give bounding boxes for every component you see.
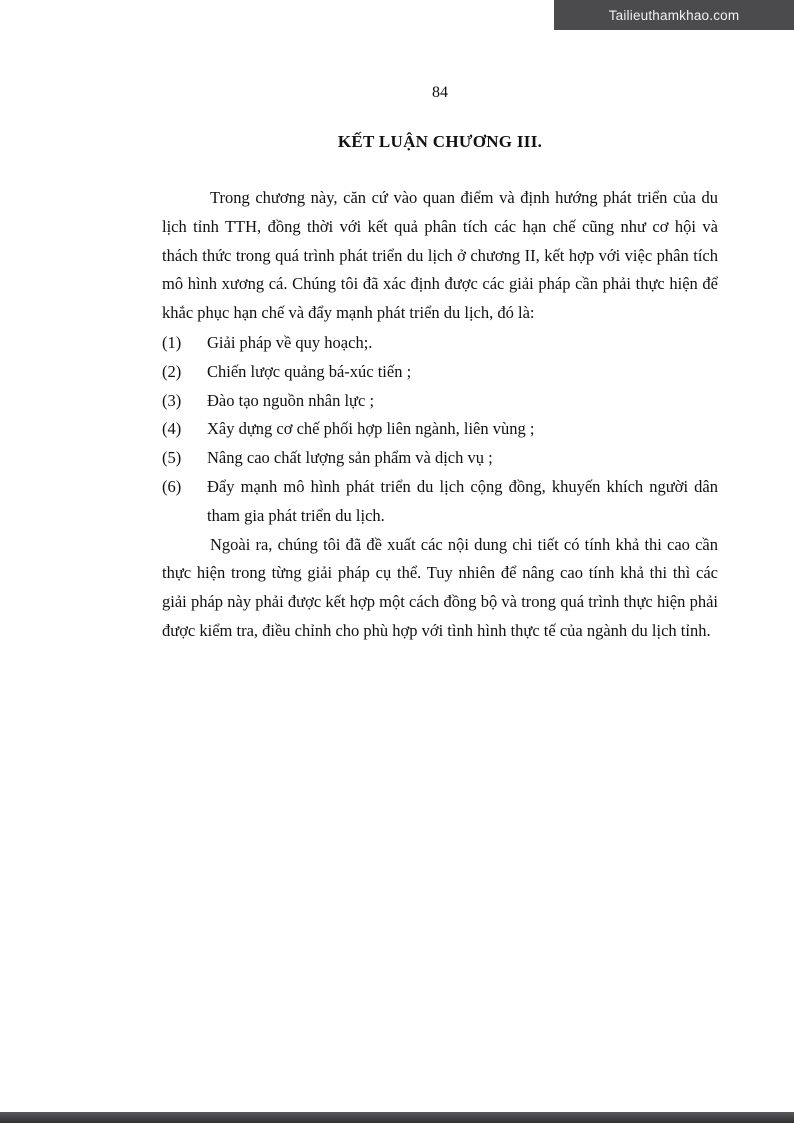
list-item-text: Xây dựng cơ chế phối hợp liên ngành, liên vùng ; [207, 419, 535, 439]
bottom-scan-edge [0, 1112, 794, 1123]
list-item-text: Giải pháp về quy hoạch;. [207, 332, 373, 352]
list-item-number: (4) [162, 419, 182, 439]
list-item-text: Nâng cao chất lượng sản phẩm và dịch vụ ; [207, 448, 493, 468]
list-item-text: Chiến lược quảng bá-xúc tiến ; [207, 361, 412, 381]
solutions-list [162, 329, 718, 531]
list-item [162, 358, 718, 387]
list-item [162, 387, 718, 416]
list-item-number: (6) [162, 476, 182, 496]
page-content [162, 84, 718, 646]
list-item-text: Đào tạo nguồn nhân lực ; [207, 390, 375, 410]
list-item-text: Đẩy mạnh mô hình phát triển du lịch cộng đồng, khuyến khích người dân tham gia phát triển du lịch. [207, 476, 718, 525]
list-item-number: (5) [162, 448, 182, 468]
list-item [162, 329, 718, 358]
list-item-number: (2) [162, 361, 182, 381]
closing-paragraph: Ngoài ra, chúng tôi đã đề xuất các nội dung chi tiết có tính khả thi cao cần thực hiện trong từng giải pháp cụ thể. Tuy nhiên để nâng cao tính khả thi thì các giải pháp này phải được kết hợp một cách đồng bộ và trong quá trình thực hiện phải được kiểm tra, điều chỉnh cho phù hợp với tình hình thực tế của ngành du lịch tỉnh. [162, 534, 718, 640]
list-item [162, 444, 718, 473]
list-item [162, 415, 718, 444]
page-number: 84 [432, 84, 448, 101]
list-item-number: (3) [162, 390, 182, 410]
intro-paragraph: Trong chương này, căn cứ vào quan điểm và định hướng phát triển của du lịch tỉnh TTH, đồng thời với kết quả phân tích các hạn chế cũng như cơ hội và thách thức trong quá trình phát triển du lịch ở chương II, kết hợp với việc phân tích mô hình xương cá. Chúng tôi đã xác định được các giải pháp cần phải thực hiện để khắc phục hạn chế và đẩy mạnh phát triển du lịch, đó là: [162, 188, 718, 323]
list-item [162, 473, 718, 531]
watermark-text: Tailieuthamkhao.com [608, 7, 740, 23]
list-item-number: (1) [162, 332, 182, 352]
watermark-banner [554, 0, 794, 30]
chapter-conclusion-title: KẾT LUẬN CHƯƠNG III. [337, 132, 543, 151]
